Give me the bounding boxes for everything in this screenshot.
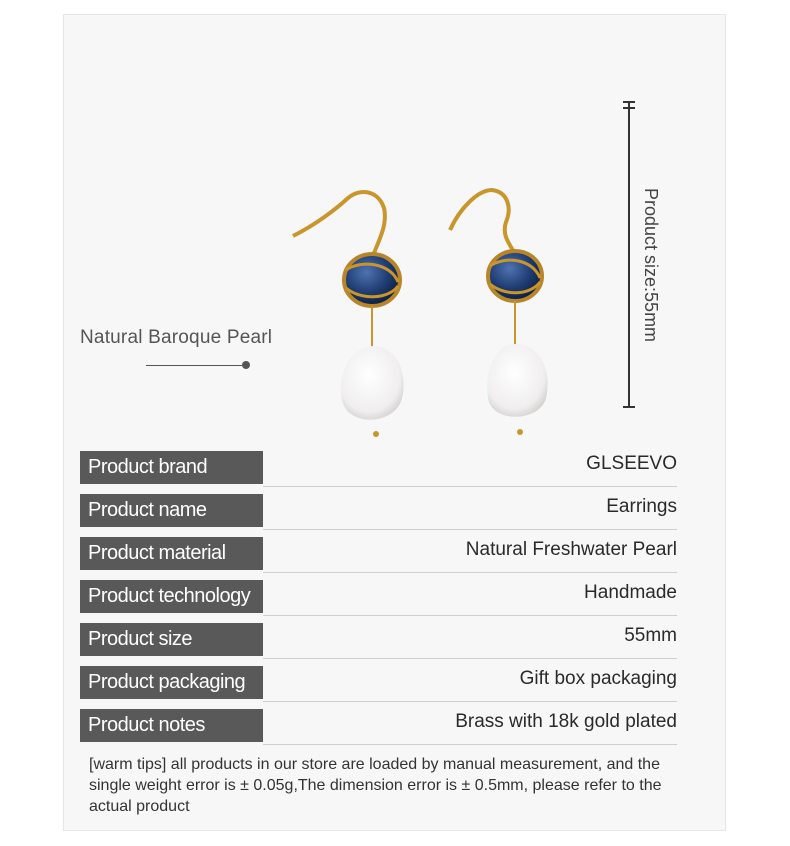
spec-divider	[263, 615, 677, 616]
spec-value: Earrings	[606, 496, 677, 517]
callout-dot	[242, 361, 250, 369]
product-size-annotation: Product size:55mm	[641, 188, 661, 343]
spec-row-name	[80, 494, 677, 530]
spec-divider	[263, 701, 677, 702]
spec-key: Product size	[80, 623, 263, 656]
spec-divider	[263, 572, 677, 573]
spec-row-brand	[80, 451, 677, 487]
callout-line	[146, 365, 242, 366]
spec-key: Product technology	[80, 580, 263, 613]
spec-value: Handmade	[584, 582, 677, 603]
spec-row-size	[80, 623, 677, 659]
size-bar	[628, 103, 630, 408]
product-callout-label: Natural Baroque Pearl	[80, 327, 273, 348]
spec-divider	[263, 658, 677, 659]
spec-value: Gift box packaging	[519, 668, 677, 689]
spec-row-technology	[80, 580, 677, 616]
spec-row-packaging	[80, 666, 677, 702]
spec-value: Natural Freshwater Pearl	[465, 539, 677, 560]
spec-key: Product packaging	[80, 666, 263, 699]
spec-key: Product name	[80, 494, 263, 527]
left-earring	[293, 192, 404, 437]
spec-value: GLSEEVO	[586, 453, 677, 474]
spec-divider	[263, 744, 677, 745]
right-earring	[450, 190, 548, 435]
spec-divider	[263, 529, 677, 530]
spec-row-material	[80, 537, 677, 573]
warm-tips-text: [warm tips] all products in our store are loaded by manual measurement, and the single weight error is ± 0.05g,The dimension error is ± 0.5mm, please refer to the actual product	[89, 756, 662, 815]
spec-row-notes	[80, 709, 677, 745]
size-bar-cap-bottom	[623, 406, 635, 408]
earrings-photo	[260, 170, 590, 450]
spec-value: 55mm	[624, 625, 677, 646]
spec-key: Product notes	[80, 709, 263, 742]
spec-value: Brass with 18k gold plated	[455, 711, 677, 732]
spec-key: Product material	[80, 537, 263, 570]
spec-divider	[263, 486, 677, 487]
spec-key: Product brand	[80, 451, 263, 484]
